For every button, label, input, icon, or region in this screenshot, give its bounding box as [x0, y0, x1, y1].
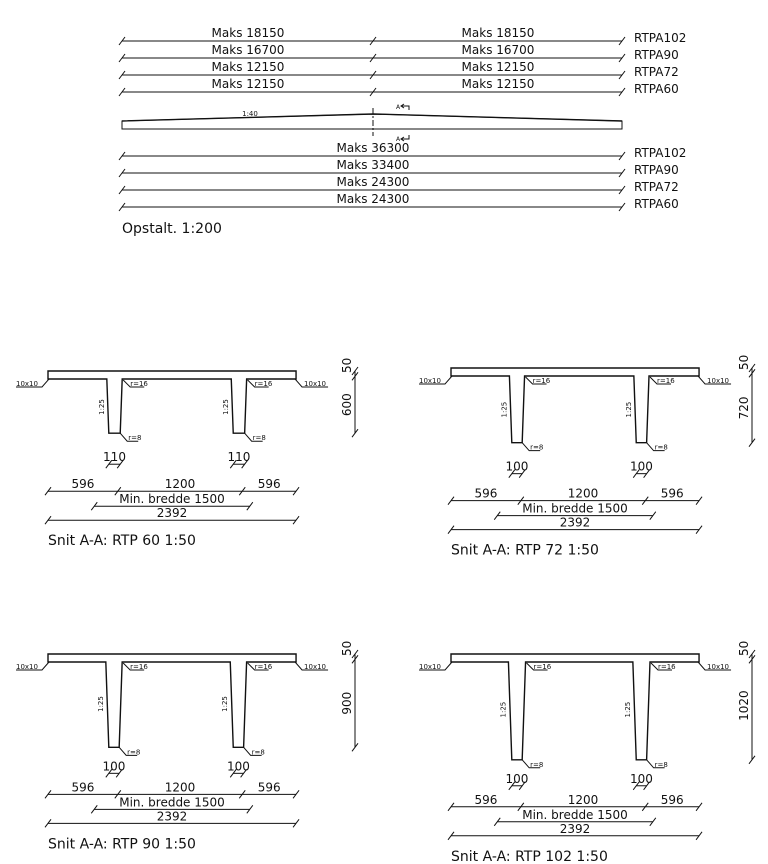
radius-label: r=16: [533, 663, 552, 671]
web-width-label: 100: [226, 759, 250, 774]
cross-section-720: [419, 355, 755, 559]
section-arrow-icon: [401, 104, 409, 110]
dimension-label: Maks 12150: [461, 77, 535, 91]
beam-outline: [122, 114, 622, 129]
slope-label: 1:25: [499, 701, 508, 718]
dimension-label: Maks 16700: [461, 43, 535, 57]
slope-label: 1:25: [221, 696, 230, 712]
cross-section-1020: [419, 641, 755, 864]
middle-width-label: 1200: [567, 792, 599, 807]
min-width-label: Min. bredde 1500: [119, 492, 225, 507]
radius-label: r=8: [654, 443, 668, 452]
radius-label: r=8: [127, 748, 141, 757]
middle-width-label: 1200: [164, 780, 196, 795]
radius-label: r=8: [252, 434, 266, 443]
side-width-label: 596: [257, 780, 281, 795]
type-label: RTPA90: [634, 48, 679, 62]
radius-label: r=16: [130, 663, 148, 671]
side-width-label: 596: [660, 486, 684, 501]
slope-label: 1:25: [222, 399, 231, 415]
side-width-label: 596: [71, 477, 95, 492]
radius-label: r=8: [128, 434, 142, 443]
chamfer-label: 10x10: [419, 377, 441, 385]
dimension-row-full: [119, 192, 679, 211]
beam-top-slope: [122, 114, 622, 121]
min-width-label: Min. bredde 1500: [522, 501, 628, 516]
dimension-row-half: [119, 60, 679, 79]
section-title: Snit A-A: RTP 60 1:50: [48, 533, 196, 550]
web-width-label: 100: [629, 459, 653, 474]
total-width-label: 2392: [559, 515, 591, 530]
flange-height-label: 50: [340, 640, 354, 656]
flange-height-label: 50: [340, 357, 354, 373]
dimension-label: Maks 12150: [211, 77, 285, 91]
dimension-row-total: [448, 822, 702, 840]
web-width-label: 100: [102, 759, 126, 774]
chamfer-label: 10x10: [304, 380, 327, 388]
cross-section-600: [16, 358, 358, 550]
slope-label: 1:40: [242, 110, 258, 118]
middle-width-label: 1200: [164, 477, 196, 492]
radius-label: r=8: [251, 748, 265, 757]
side-width-label: 596: [257, 477, 281, 492]
radius-label: r=16: [657, 377, 675, 385]
depth-label: 900: [340, 691, 354, 715]
dimension-label: Maks 24300: [336, 192, 410, 206]
elevation-view: [119, 26, 686, 237]
radius-label: r=16: [130, 380, 148, 388]
radius-label: r=16: [254, 380, 273, 388]
height-dimension: [340, 641, 358, 752]
total-width-label: 2392: [156, 809, 188, 824]
chamfer-label: 10x10: [304, 663, 327, 671]
web-width-label: 100: [505, 771, 529, 786]
slope-label: 1:25: [623, 701, 632, 718]
section-title: Snit A-A: RTP 102 1:50: [451, 848, 608, 864]
radius-label: r=8: [530, 443, 544, 452]
side-width-label: 596: [474, 792, 498, 807]
dimension-label: Maks 12150: [461, 60, 535, 74]
flange-height-label: 50: [737, 354, 751, 370]
type-label: RTPA72: [634, 180, 679, 194]
min-width-label: Min. bredde 1500: [119, 795, 225, 810]
section-title: Snit A-A: RTP 72 1:50: [451, 542, 599, 559]
dimension-row-half: [119, 43, 679, 62]
side-width-label: 596: [660, 792, 684, 807]
side-width-label: 596: [71, 780, 95, 795]
radius-label: r=16: [254, 663, 273, 671]
slope-label: 1:25: [97, 399, 106, 415]
web-width-label: 100: [629, 771, 653, 786]
dimension-label: Maks 33400: [336, 158, 410, 172]
height-dimension: [340, 358, 358, 438]
depth-label: 1020: [737, 690, 751, 721]
chamfer-label: 10x10: [707, 663, 730, 671]
radius-label: r=8: [654, 760, 668, 769]
dimension-row-total: [45, 809, 299, 827]
type-label: RTPA72: [634, 65, 679, 79]
type-label: RTPA102: [634, 146, 687, 160]
dimension-label: Maks 24300: [336, 175, 410, 189]
web-width-label: 100: [505, 459, 529, 474]
type-label: RTPA90: [634, 163, 679, 177]
height-dimension: [737, 641, 755, 764]
dimension-label: Maks 16700: [211, 43, 285, 57]
view-title: Opstalt. 1:200: [122, 221, 222, 237]
section-mark-top: A: [396, 104, 401, 111]
web-width-label: 110: [103, 450, 126, 465]
cross-section-900: [16, 641, 358, 853]
total-width-label: 2392: [559, 821, 591, 836]
dimension-label: Maks 12150: [211, 60, 285, 74]
dimension-label: Maks 18150: [211, 26, 285, 40]
chamfer-label: 10x10: [16, 663, 38, 671]
slope-label: 1:25: [624, 401, 633, 418]
dimension-row-total: [45, 506, 299, 524]
flange-height-label: 50: [737, 640, 751, 656]
slope-label: 1:25: [500, 401, 509, 418]
chamfer-label: 10x10: [419, 663, 441, 671]
min-width-label: Min. bredde 1500: [522, 807, 628, 822]
dimension-row-total: [448, 516, 702, 534]
chamfer-label: 10x10: [16, 380, 38, 388]
dimension-label: Maks 18150: [461, 26, 535, 40]
chamfer-label: 10x10: [707, 377, 730, 385]
radius-label: r=16: [657, 663, 676, 671]
depth-label: 720: [737, 396, 751, 420]
slope-label: 1:25: [96, 696, 105, 712]
total-width-label: 2392: [156, 506, 188, 521]
section-mark-bottom: A: [396, 136, 401, 143]
web-width-label: 110: [227, 450, 251, 465]
middle-width-label: 1200: [567, 486, 599, 501]
dimension-label: Maks 36300: [336, 141, 410, 155]
section-title: Snit A-A: RTP 90 1:50: [48, 836, 196, 853]
dimension-row-half: [119, 26, 686, 45]
dimension-row-half: [119, 77, 679, 96]
type-label: RTPA60: [634, 197, 679, 211]
radius-label: r=16: [532, 377, 551, 385]
type-label: RTPA102: [634, 31, 687, 45]
side-width-label: 596: [474, 486, 498, 501]
type-label: RTPA60: [634, 82, 679, 96]
beam-elevation: [122, 104, 622, 143]
depth-label: 600: [340, 393, 354, 417]
height-dimension: [737, 355, 755, 447]
radius-label: r=8: [530, 760, 544, 769]
